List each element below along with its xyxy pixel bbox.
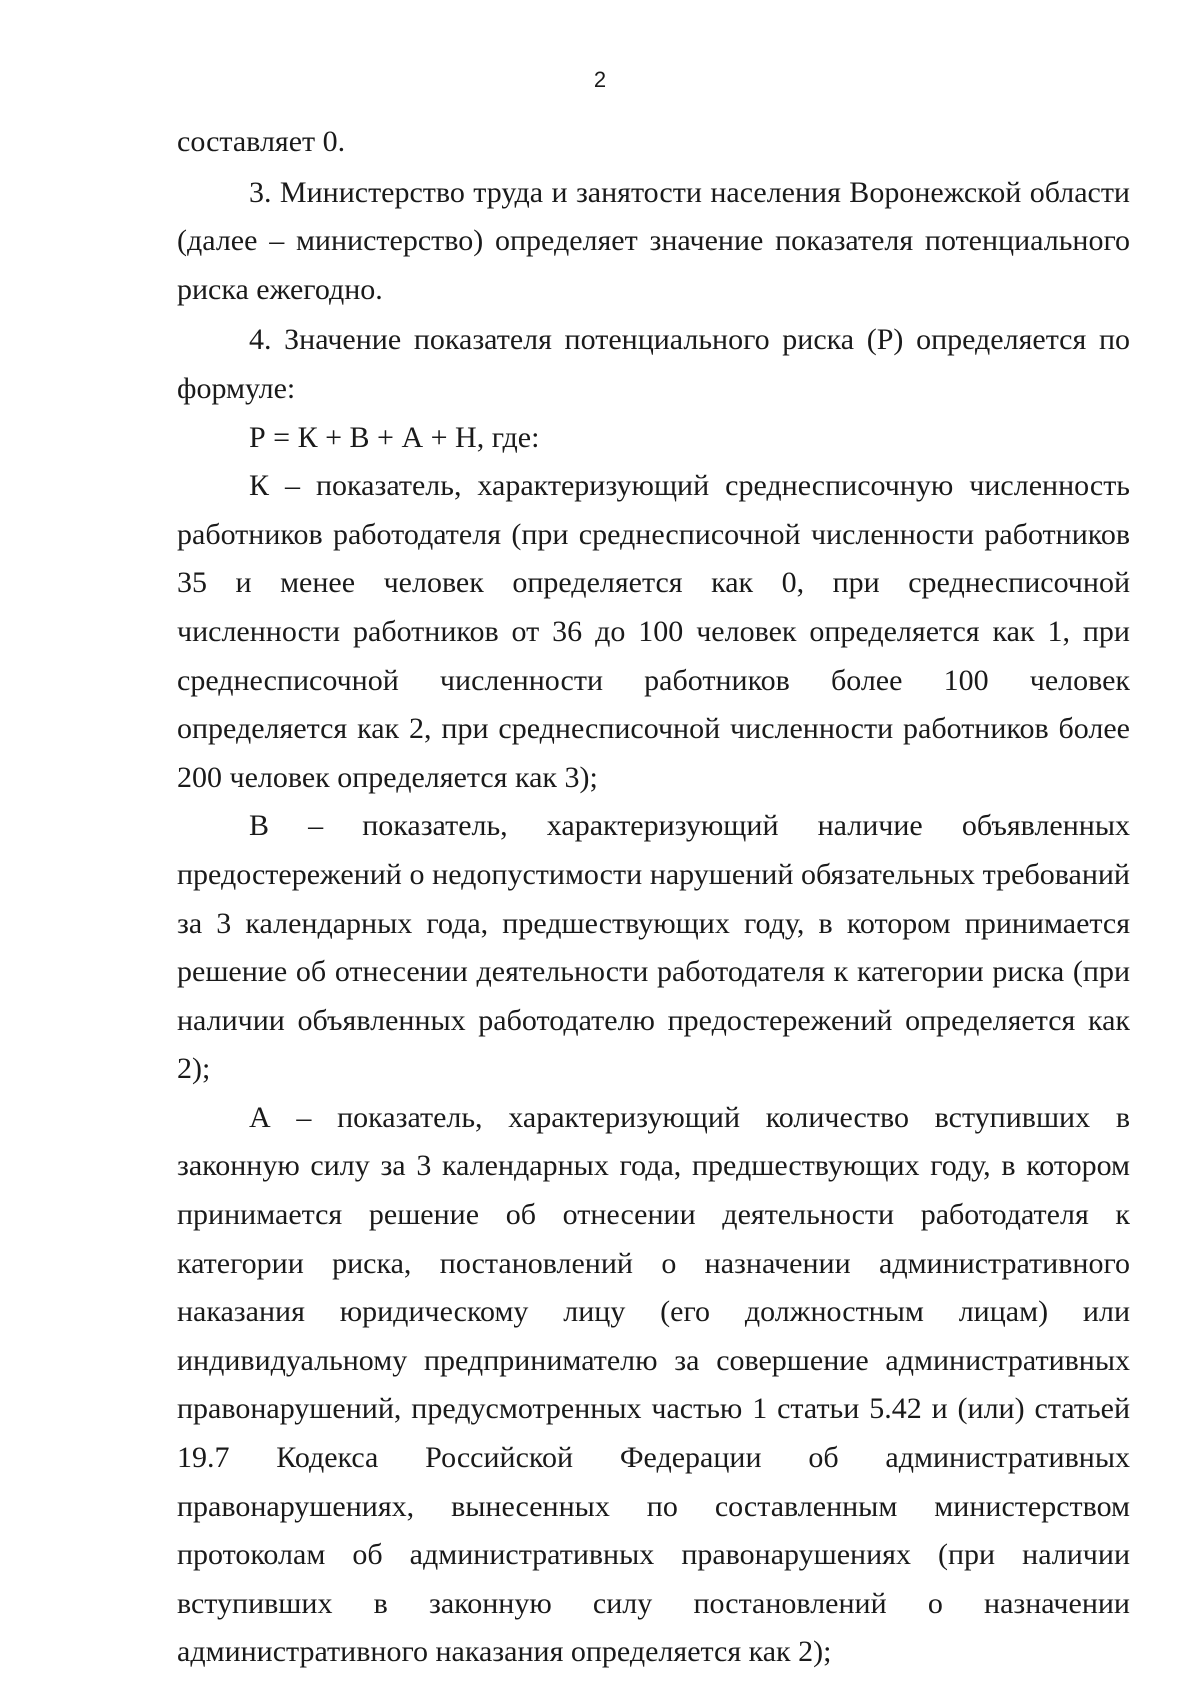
document-body bbox=[177, 118, 1130, 1677]
paragraph-indicator-v: В – показатель, характеризующий наличие объявленных предостережений о недопустимости нарушений обязательных требований за 3 календарных года, предшествующих году, в котором принимается решение об отнесении деятельности работодателя к категории риска (при наличии объявленных работодателю предостережений определяется как 2); bbox=[177, 809, 1130, 1086]
page-number: 2 bbox=[593, 67, 607, 92]
paragraph-indicator-a: А – показатель, характеризующий количество вступивших в законную силу за 3 календарных года, предшествующих году, в котором принимается решение об отнесении деятельности работодателя к категории риска, постановлений о назначении административного наказания юридическому лицу (его должностным лицам) или индивидуальному предпринимателю за совершение административных правонарушений, предусмотренных частью 1 статьи 5.42 и (или) статьей 19.7 Кодекса Российской Федерации об административных правонарушениях, вынесенных по составленным министерством протоколам об административных правонарушениях (при наличии вступивших в законную силу постановлений о назначении административного наказания определяется как 2); bbox=[177, 1100, 1130, 1669]
formula-line: Р = К + В + А + Н, где: bbox=[249, 420, 540, 454]
paragraph-item-4: 4. Значение показателя потенциального риска (Р) определяется по формуле: bbox=[177, 323, 1130, 405]
paragraph-continuation: составляет 0. bbox=[177, 125, 346, 158]
paragraph-indicator-k: К – показатель, характеризующий среднесписочную численность работников работодателя (при среднесписочной численности работников 35 и менее человек определяется как 0, при среднесписочной численности работников от 36 до 100 человек определяется как 1, при среднесписочной численности работников более 100 человек определяется как 2, при среднесписочной численности работников более 200 человек определяется как 3); bbox=[177, 469, 1130, 794]
paragraph-item-3: 3. Министерство труда и занятости населения Воронежской области (далее – министерство) определяет значение показателя потенциального риска ежегодно. bbox=[177, 175, 1130, 306]
